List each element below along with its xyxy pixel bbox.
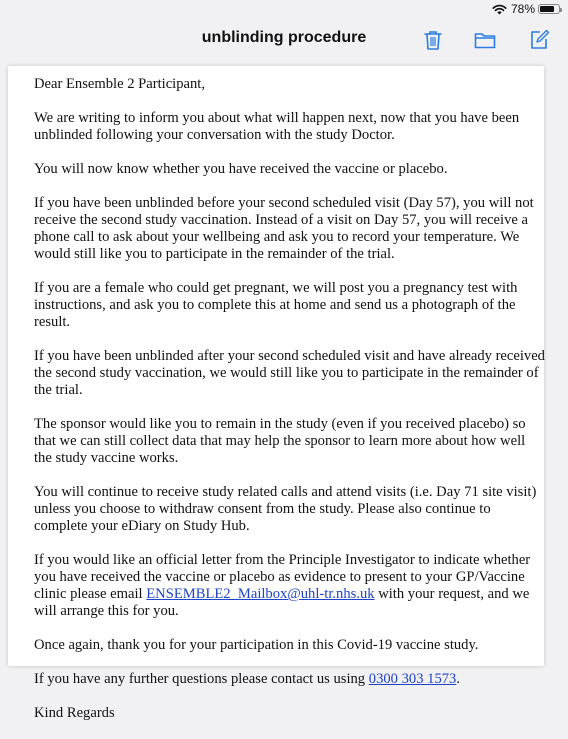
- letter-paragraph-phone: [34, 671, 546, 688]
- page-title: unblinding procedure: [201, 29, 367, 46]
- letter-closing: Kind Regards: [34, 705, 115, 721]
- letter-paragraph: The sponsor would like you to remain in the study (even if you received placebo) so that we can still collect data that may help the sponsor to learn more about how well the study vaccine works.: [34, 416, 526, 466]
- letter-body: [34, 76, 546, 739]
- nav-bar: [0, 18, 568, 62]
- battery-percent: 78%: [510, 2, 535, 16]
- paragraph-text: with your request, and we will arrange this for you.: [34, 586, 530, 619]
- trash-icon[interactable]: [422, 29, 444, 51]
- letter-paragraph: If you have been unblinded after your second scheduled visit and have already received the second study vaccination, we would still like you to participate in the remainder of the trial.: [34, 348, 545, 398]
- document-viewer[interactable]: [0, 62, 568, 721]
- letter-paragraph-email: [34, 552, 546, 620]
- compose-icon[interactable]: [528, 29, 550, 51]
- phone-link[interactable]: 0300 303 1573: [368, 671, 457, 687]
- email-link[interactable]: ENSEMBLE2_Mailbox@uhl-tr.nhs.uk: [146, 586, 375, 602]
- letter-paragraph: You will now know whether you have received the vaccine or placebo.: [34, 161, 448, 177]
- letter-paragraph: You will continue to receive study related calls and attend visits (i.e. Day 71 site visit) unless you choose to withdraw consent from the study. Please also continue to complete your eDiary on Study Hub.: [34, 484, 537, 534]
- letter-paragraph: Once again, thank you for your participation in this Covid-19 vaccine study.: [34, 637, 479, 653]
- battery-icon: [538, 4, 560, 14]
- letter-paragraph: If you have been unblinded before your second scheduled visit (Day 57), you will not receive the second study vaccination. Instead of a visit on Day 57, you will receive a phone call to ask about your wellbeing and ask you to record your temperature. We would still like you to participate in the remainder of the trial.: [34, 195, 534, 262]
- paragraph-text: If you would like an official letter from the Principle Investigator to indicate whether you have received the vaccine or placebo as evidence to present to your GP/Vaccine clinic please email: [34, 552, 531, 602]
- status-indicators: [492, 2, 560, 16]
- paragraph-text: .: [456, 671, 460, 687]
- folder-icon[interactable]: [474, 29, 496, 51]
- status-bar: [0, 0, 568, 18]
- paragraph-text: If you have any further questions please contact us using: [34, 671, 369, 687]
- letter-paragraph: We are writing to inform you about what will happen next, now that you have been unblinded following your conversation with the study Doctor.: [34, 110, 520, 143]
- letter-paragraph: If you are a female who could get pregnant, we will post you a pregnancy test with instructions, and ask you to complete this at home and send us a photograph of the result.: [34, 280, 518, 330]
- letter-salutation: Dear Ensemble 2 Participant,: [34, 76, 206, 92]
- battery-level: [540, 6, 554, 12]
- wifi-icon: [492, 4, 507, 15]
- letter-page: [8, 66, 545, 721]
